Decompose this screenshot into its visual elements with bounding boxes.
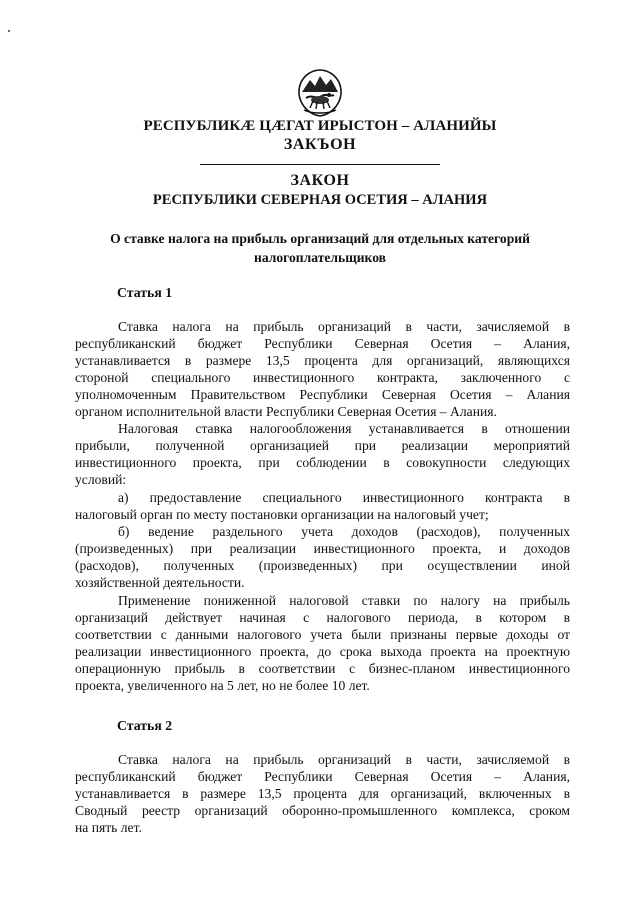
article-1-text-line: уполномоченным Правительством Республики Северная Осетия – Алания xyxy=(75,387,570,402)
article-1-text-line: а) предоставление специального инвестиционного контракта в xyxy=(118,490,570,505)
article-1-text-line: (расходов), полученных (произведенных) при осуществлении иной xyxy=(75,558,570,573)
article-1-text-line: проекта, увеличенного на 5 лет, но не более 10 лет. xyxy=(75,678,370,693)
article-2-text-line: Сводный реестр организаций оборонно-промышленного комплекса, сроком xyxy=(75,803,570,818)
article-1-text-line: хозяйственной деятельности. xyxy=(75,575,245,590)
document-title-line-2: налогоплательщиков xyxy=(254,250,386,265)
article-1-text-line: соответствии с данными налогового учета были признаны первые доходы от xyxy=(75,627,570,642)
article-1-text-line: устанавливается в размере 13,5 процента для организаций, являющихся xyxy=(75,353,570,368)
article-1-text-line: органом исполнительной власти Республики Северная Осетия – Алания. xyxy=(75,404,497,419)
article-1-text-line: инвестиционного проекта, при соблюдении в совокупности следующих xyxy=(75,455,570,470)
article-1-text-line: реализации инвестиционного проекта, до срока выхода проекта на проектную xyxy=(75,644,570,659)
article-2-text-line: Ставка налога на прибыль организаций в части, зачисляемой в xyxy=(118,752,570,767)
article-1-heading: Статья 1 xyxy=(117,285,173,300)
law-heading: ЗАКОН xyxy=(290,172,350,189)
article-2-text-line: устанавливается в размере 13,5 процента для организаций, включенных в xyxy=(75,786,570,801)
article-1-text-line: стороной специального инвестиционного контракта, заключенного с xyxy=(75,370,570,385)
scan-speck xyxy=(8,30,10,32)
republic-heading: РЕСПУБЛИКИ СЕВЕРНАЯ ОСЕТИЯ – АЛАНИЯ xyxy=(152,192,488,208)
article-1-text-line: прибыли, полученной организацией при реализации мероприятий xyxy=(75,438,570,453)
article-1-text-line: условий: xyxy=(75,472,127,487)
article-1-text-line: б) ведение раздельного учета доходов (расходов), полученных xyxy=(118,524,570,539)
coat-of-arms-icon xyxy=(296,68,344,118)
article-1-text-line: операционную прибыль в соответствии с бизнес-планом инвестиционного xyxy=(75,661,570,676)
article-1-text-line: (произведенных) при реализации инвестиционного проекта, и доходов xyxy=(75,541,570,556)
article-1-text-line: Применение пониженной налоговой ставки по налогу на прибыль xyxy=(118,593,570,608)
ossetian-law-heading: ЗАКЪОН xyxy=(283,136,357,153)
heading-divider xyxy=(200,164,440,165)
document-title-line-1: О ставке налога на прибыль организаций для отдельных категорий xyxy=(110,231,530,246)
article-1-text-line: организаций действует начиная с налогового периода, в котором в xyxy=(75,610,570,625)
article-1-text-line: Ставка налога на прибыль организаций в части, зачисляемой в xyxy=(118,319,570,334)
article-2-heading: Статья 2 xyxy=(117,718,173,733)
article-1-text-line: Налоговая ставка налогообложения устанавливается в отношении xyxy=(118,421,570,436)
article-2-text-line: республиканский бюджет Республики Северная Осетия – Алания, xyxy=(75,769,570,784)
ossetian-republic-heading: РЕСПУБЛИКÆ ЦÆГАТ ИРЫСТОН – АЛАНИЙЫ xyxy=(143,118,497,134)
article-2-text-line: на пять лет. xyxy=(75,820,142,835)
article-1-text-line: налоговый орган по месту постановки организации на налоговый учет; xyxy=(75,507,489,522)
article-1-text-line: республиканский бюджет Республики Северная Осетия – Алания, xyxy=(75,336,570,351)
